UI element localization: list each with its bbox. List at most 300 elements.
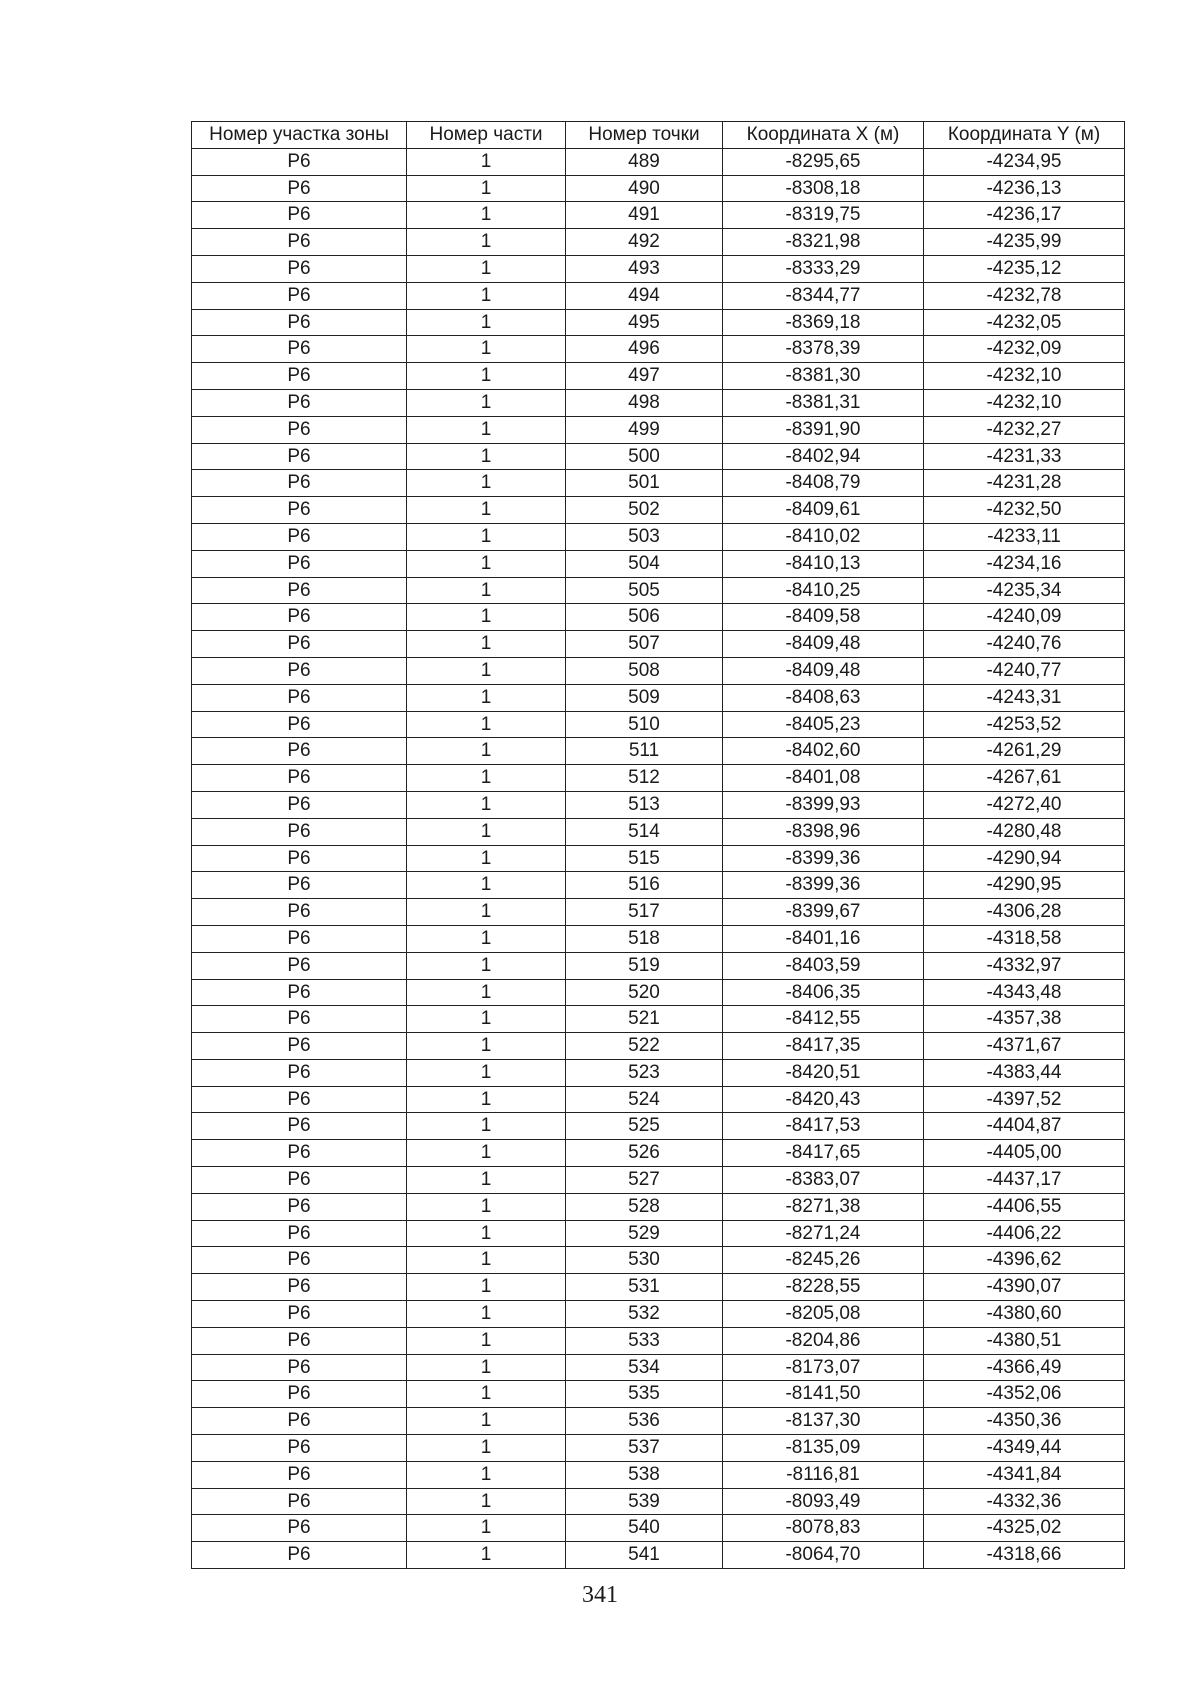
cell-zone-plot-number: Р6 [192, 1167, 407, 1194]
cell-part-number: 1 [407, 1086, 566, 1113]
cell-coordinate-x: -8410,13 [723, 550, 924, 577]
cell-part-number: 1 [407, 1354, 566, 1381]
cell-zone-plot-number: Р6 [192, 1220, 407, 1247]
table-row [192, 148, 1125, 175]
cell-coordinate-y: -4397,52 [924, 1086, 1125, 1113]
cell-zone-plot-number: Р6 [192, 1059, 407, 1086]
cell-coordinate-y: -4318,58 [924, 925, 1125, 952]
cell-point-number: 520 [566, 979, 723, 1006]
cell-zone-plot-number: Р6 [192, 389, 407, 416]
cell-coordinate-x: -8420,43 [723, 1086, 924, 1113]
table-row [192, 1033, 1125, 1060]
cell-zone-plot-number: Р6 [192, 148, 407, 175]
table-row [192, 1086, 1125, 1113]
cell-point-number: 510 [566, 711, 723, 738]
cell-coordinate-x: -8417,35 [723, 1033, 924, 1060]
cell-coordinate-y: -4235,99 [924, 229, 1125, 256]
cell-coordinate-x: -8271,24 [723, 1220, 924, 1247]
cell-coordinate-x: -8399,67 [723, 899, 924, 926]
cell-point-number: 521 [566, 1006, 723, 1033]
cell-point-number: 511 [566, 738, 723, 765]
table-row [192, 631, 1125, 658]
table-row [192, 1488, 1125, 1515]
cell-point-number: 503 [566, 523, 723, 550]
cell-point-number: 495 [566, 309, 723, 336]
cell-coordinate-y: -4332,97 [924, 952, 1125, 979]
table-row [192, 657, 1125, 684]
cell-coordinate-x: -8399,36 [723, 872, 924, 899]
cell-part-number: 1 [407, 148, 566, 175]
cell-coordinate-y: -4280,48 [924, 818, 1125, 845]
cell-zone-plot-number: Р6 [192, 1354, 407, 1381]
cell-coordinate-y: -4404,87 [924, 1113, 1125, 1140]
cell-zone-plot-number: Р6 [192, 1247, 407, 1274]
table-row [192, 1381, 1125, 1408]
cell-coordinate-y: -4371,67 [924, 1033, 1125, 1060]
cell-part-number: 1 [407, 282, 566, 309]
table-row [192, 1274, 1125, 1301]
cell-zone-plot-number: Р6 [192, 1140, 407, 1167]
table-row [192, 1542, 1125, 1569]
header-row [192, 122, 1125, 149]
cell-part-number: 1 [407, 738, 566, 765]
cell-point-number: 534 [566, 1354, 723, 1381]
cell-part-number: 1 [407, 604, 566, 631]
cell-part-number: 1 [407, 1193, 566, 1220]
cell-part-number: 1 [407, 1220, 566, 1247]
cell-coordinate-x: -8383,07 [723, 1167, 924, 1194]
cell-coordinate-y: -4332,36 [924, 1488, 1125, 1515]
cell-coordinate-y: -4234,95 [924, 148, 1125, 175]
cell-coordinate-y: -4437,17 [924, 1167, 1125, 1194]
cell-point-number: 494 [566, 282, 723, 309]
cell-zone-plot-number: Р6 [192, 872, 407, 899]
cell-coordinate-x: -8405,23 [723, 711, 924, 738]
cell-coordinate-x: -8409,48 [723, 657, 924, 684]
table-row [192, 229, 1125, 256]
cell-zone-plot-number: Р6 [192, 657, 407, 684]
cell-coordinate-x: -8271,38 [723, 1193, 924, 1220]
cell-coordinate-y: -4405,00 [924, 1140, 1125, 1167]
cell-part-number: 1 [407, 1167, 566, 1194]
cell-zone-plot-number: Р6 [192, 899, 407, 926]
table-row [192, 872, 1125, 899]
cell-coordinate-x: -8321,98 [723, 229, 924, 256]
cell-point-number: 536 [566, 1408, 723, 1435]
cell-coordinate-y: -4306,28 [924, 899, 1125, 926]
cell-part-number: 1 [407, 175, 566, 202]
cell-zone-plot-number: Р6 [192, 577, 407, 604]
cell-zone-plot-number: Р6 [192, 1193, 407, 1220]
cell-point-number: 489 [566, 148, 723, 175]
cell-coordinate-x: -8406,35 [723, 979, 924, 1006]
cell-part-number: 1 [407, 309, 566, 336]
cell-coordinate-y: -4235,12 [924, 255, 1125, 282]
cell-zone-plot-number: Р6 [192, 1327, 407, 1354]
coordinates-table [191, 121, 1125, 1569]
cell-point-number: 505 [566, 577, 723, 604]
cell-coordinate-x: -8420,51 [723, 1059, 924, 1086]
cell-part-number: 1 [407, 255, 566, 282]
cell-coordinate-y: -4341,84 [924, 1461, 1125, 1488]
cell-coordinate-y: -4253,52 [924, 711, 1125, 738]
cell-point-number: 531 [566, 1274, 723, 1301]
cell-zone-plot-number: Р6 [192, 309, 407, 336]
cell-coordinate-y: -4243,31 [924, 684, 1125, 711]
cell-coordinate-x: -8344,77 [723, 282, 924, 309]
header-zone-plot-number: Номер участка зоны [192, 122, 407, 149]
cell-part-number: 1 [407, 1274, 566, 1301]
cell-coordinate-y: -4233,11 [924, 523, 1125, 550]
cell-coordinate-y: -4232,78 [924, 282, 1125, 309]
cell-coordinate-y: -4267,61 [924, 765, 1125, 792]
cell-coordinate-x: -8402,94 [723, 443, 924, 470]
cell-coordinate-x: -8319,75 [723, 202, 924, 229]
cell-point-number: 518 [566, 925, 723, 952]
cell-coordinate-y: -4290,94 [924, 845, 1125, 872]
cell-coordinate-x: -8408,79 [723, 470, 924, 497]
cell-coordinate-x: -8410,02 [723, 523, 924, 550]
cell-zone-plot-number: Р6 [192, 631, 407, 658]
cell-part-number: 1 [407, 363, 566, 390]
cell-coordinate-x: -8417,65 [723, 1140, 924, 1167]
cell-point-number: 509 [566, 684, 723, 711]
cell-point-number: 513 [566, 791, 723, 818]
cell-part-number: 1 [407, 657, 566, 684]
cell-coordinate-x: -8093,49 [723, 1488, 924, 1515]
cell-point-number: 532 [566, 1301, 723, 1328]
table-row [192, 309, 1125, 336]
cell-coordinate-y: -4380,60 [924, 1301, 1125, 1328]
cell-coordinate-y: -4232,09 [924, 336, 1125, 363]
cell-point-number: 523 [566, 1059, 723, 1086]
cell-coordinate-y: -4232,50 [924, 497, 1125, 524]
cell-point-number: 519 [566, 952, 723, 979]
cell-coordinate-y: -4235,34 [924, 577, 1125, 604]
cell-zone-plot-number: Р6 [192, 1033, 407, 1060]
cell-coordinate-y: -4272,40 [924, 791, 1125, 818]
table-row [192, 1247, 1125, 1274]
cell-coordinate-x: -8205,08 [723, 1301, 924, 1328]
cell-coordinate-x: -8228,55 [723, 1274, 924, 1301]
cell-part-number: 1 [407, 1542, 566, 1569]
cell-part-number: 1 [407, 765, 566, 792]
cell-part-number: 1 [407, 1059, 566, 1086]
cell-zone-plot-number: Р6 [192, 1488, 407, 1515]
cell-coordinate-x: -8064,70 [723, 1542, 924, 1569]
cell-coordinate-x: -8381,30 [723, 363, 924, 390]
cell-point-number: 540 [566, 1515, 723, 1542]
cell-zone-plot-number: Р6 [192, 1515, 407, 1542]
table-row [192, 1461, 1125, 1488]
cell-part-number: 1 [407, 1461, 566, 1488]
cell-part-number: 1 [407, 1033, 566, 1060]
cell-zone-plot-number: Р6 [192, 523, 407, 550]
cell-part-number: 1 [407, 1408, 566, 1435]
cell-coordinate-x: -8204,86 [723, 1327, 924, 1354]
cell-coordinate-x: -8399,36 [723, 845, 924, 872]
table-row [192, 389, 1125, 416]
cell-zone-plot-number: Р6 [192, 175, 407, 202]
cell-coordinate-x: -8078,83 [723, 1515, 924, 1542]
table-row [192, 1059, 1125, 1086]
cell-zone-plot-number: Р6 [192, 229, 407, 256]
cell-part-number: 1 [407, 416, 566, 443]
cell-coordinate-x: -8417,53 [723, 1113, 924, 1140]
cell-part-number: 1 [407, 202, 566, 229]
cell-zone-plot-number: Р6 [192, 416, 407, 443]
cell-coordinate-y: -4383,44 [924, 1059, 1125, 1086]
cell-part-number: 1 [407, 1488, 566, 1515]
cell-coordinate-x: -8137,30 [723, 1408, 924, 1435]
cell-zone-plot-number: Р6 [192, 818, 407, 845]
cell-part-number: 1 [407, 523, 566, 550]
coordinates-table-container [191, 121, 1124, 1569]
table-row [192, 738, 1125, 765]
cell-zone-plot-number: Р6 [192, 1542, 407, 1569]
cell-coordinate-x: -8308,18 [723, 175, 924, 202]
table-row [192, 952, 1125, 979]
cell-coordinate-x: -8398,96 [723, 818, 924, 845]
cell-coordinate-y: -4236,13 [924, 175, 1125, 202]
header-point-number: Номер точки [566, 122, 723, 149]
cell-part-number: 1 [407, 550, 566, 577]
cell-point-number: 497 [566, 363, 723, 390]
cell-part-number: 1 [407, 979, 566, 1006]
cell-part-number: 1 [407, 229, 566, 256]
cell-part-number: 1 [407, 631, 566, 658]
cell-part-number: 1 [407, 845, 566, 872]
cell-point-number: 508 [566, 657, 723, 684]
table-row [192, 1220, 1125, 1247]
cell-zone-plot-number: Р6 [192, 765, 407, 792]
cell-coordinate-x: -8401,16 [723, 925, 924, 952]
cell-zone-plot-number: Р6 [192, 1086, 407, 1113]
cell-part-number: 1 [407, 872, 566, 899]
cell-zone-plot-number: Р6 [192, 363, 407, 390]
cell-coordinate-x: -8381,31 [723, 389, 924, 416]
cell-part-number: 1 [407, 1140, 566, 1167]
cell-coordinate-x: -8245,26 [723, 1247, 924, 1274]
cell-coordinate-y: -4343,48 [924, 979, 1125, 1006]
cell-point-number: 529 [566, 1220, 723, 1247]
cell-point-number: 522 [566, 1033, 723, 1060]
cell-coordinate-x: -8173,07 [723, 1354, 924, 1381]
cell-coordinate-x: -8410,25 [723, 577, 924, 604]
cell-part-number: 1 [407, 1327, 566, 1354]
cell-zone-plot-number: Р6 [192, 845, 407, 872]
cell-part-number: 1 [407, 443, 566, 470]
cell-point-number: 517 [566, 899, 723, 926]
table-row [192, 255, 1125, 282]
table-row [192, 925, 1125, 952]
cell-part-number: 1 [407, 952, 566, 979]
cell-point-number: 500 [566, 443, 723, 470]
cell-zone-plot-number: Р6 [192, 550, 407, 577]
cell-coordinate-x: -8135,09 [723, 1435, 924, 1462]
table-row [192, 523, 1125, 550]
cell-point-number: 507 [566, 631, 723, 658]
header-coordinate-y: Координата Y (м) [924, 122, 1125, 149]
table-row [192, 684, 1125, 711]
table-row [192, 1140, 1125, 1167]
cell-point-number: 492 [566, 229, 723, 256]
table-row [192, 1113, 1125, 1140]
cell-coordinate-x: -8295,65 [723, 148, 924, 175]
table-row [192, 791, 1125, 818]
table-row [192, 1354, 1125, 1381]
cell-coordinate-x: -8369,18 [723, 309, 924, 336]
cell-point-number: 501 [566, 470, 723, 497]
cell-point-number: 541 [566, 1542, 723, 1569]
table-row [192, 336, 1125, 363]
table-row [192, 550, 1125, 577]
cell-coordinate-y: -4366,49 [924, 1354, 1125, 1381]
table-row [192, 1408, 1125, 1435]
cell-coordinate-x: -8402,60 [723, 738, 924, 765]
header-coordinate-x: Координата X (м) [723, 122, 924, 149]
header-part-number: Номер части [407, 122, 566, 149]
cell-point-number: 516 [566, 872, 723, 899]
table-row [192, 1006, 1125, 1033]
cell-part-number: 1 [407, 1435, 566, 1462]
cell-coordinate-x: -8378,39 [723, 336, 924, 363]
cell-point-number: 491 [566, 202, 723, 229]
cell-point-number: 527 [566, 1167, 723, 1194]
cell-zone-plot-number: Р6 [192, 925, 407, 952]
cell-zone-plot-number: Р6 [192, 1113, 407, 1140]
cell-coordinate-y: -4406,55 [924, 1193, 1125, 1220]
cell-zone-plot-number: Р6 [192, 1461, 407, 1488]
cell-point-number: 496 [566, 336, 723, 363]
table-row [192, 1193, 1125, 1220]
cell-zone-plot-number: Р6 [192, 1408, 407, 1435]
cell-coordinate-x: -8141,50 [723, 1381, 924, 1408]
cell-part-number: 1 [407, 577, 566, 604]
cell-coordinate-y: -4396,62 [924, 1247, 1125, 1274]
cell-zone-plot-number: Р6 [192, 443, 407, 470]
cell-point-number: 530 [566, 1247, 723, 1274]
cell-coordinate-y: -4406,22 [924, 1220, 1125, 1247]
cell-point-number: 512 [566, 765, 723, 792]
cell-coordinate-x: -8333,29 [723, 255, 924, 282]
table-row [192, 363, 1125, 390]
cell-part-number: 1 [407, 1113, 566, 1140]
cell-coordinate-y: -4232,05 [924, 309, 1125, 336]
table-row [192, 1435, 1125, 1462]
cell-coordinate-x: -8409,48 [723, 631, 924, 658]
cell-zone-plot-number: Р6 [192, 255, 407, 282]
table-row [192, 202, 1125, 229]
table-row [192, 175, 1125, 202]
cell-coordinate-y: -4357,38 [924, 1006, 1125, 1033]
cell-part-number: 1 [407, 497, 566, 524]
cell-part-number: 1 [407, 818, 566, 845]
table-row [192, 497, 1125, 524]
cell-point-number: 539 [566, 1488, 723, 1515]
cell-coordinate-y: -4380,51 [924, 1327, 1125, 1354]
cell-coordinate-y: -4349,44 [924, 1435, 1125, 1462]
cell-point-number: 538 [566, 1461, 723, 1488]
table-row [192, 577, 1125, 604]
cell-zone-plot-number: Р6 [192, 470, 407, 497]
cell-point-number: 493 [566, 255, 723, 282]
cell-coordinate-x: -8116,81 [723, 1461, 924, 1488]
cell-zone-plot-number: Р6 [192, 497, 407, 524]
cell-part-number: 1 [407, 711, 566, 738]
cell-point-number: 537 [566, 1435, 723, 1462]
cell-point-number: 514 [566, 818, 723, 845]
table-header [192, 122, 1125, 149]
cell-zone-plot-number: Р6 [192, 336, 407, 363]
cell-coordinate-y: -4352,06 [924, 1381, 1125, 1408]
cell-coordinate-y: -4231,33 [924, 443, 1125, 470]
cell-zone-plot-number: Р6 [192, 711, 407, 738]
cell-part-number: 1 [407, 899, 566, 926]
cell-zone-plot-number: Р6 [192, 202, 407, 229]
cell-coordinate-y: -4234,16 [924, 550, 1125, 577]
cell-coordinate-x: -8399,93 [723, 791, 924, 818]
cell-coordinate-y: -4240,09 [924, 604, 1125, 631]
cell-coordinate-y: -4236,17 [924, 202, 1125, 229]
table-row [192, 470, 1125, 497]
cell-point-number: 490 [566, 175, 723, 202]
cell-part-number: 1 [407, 1301, 566, 1328]
cell-coordinate-y: -4231,28 [924, 470, 1125, 497]
table-row [192, 443, 1125, 470]
cell-point-number: 498 [566, 389, 723, 416]
cell-coordinate-x: -8409,61 [723, 497, 924, 524]
cell-coordinate-x: -8403,59 [723, 952, 924, 979]
cell-zone-plot-number: Р6 [192, 1006, 407, 1033]
table-row [192, 604, 1125, 631]
cell-point-number: 528 [566, 1193, 723, 1220]
cell-point-number: 504 [566, 550, 723, 577]
table-row [192, 845, 1125, 872]
cell-point-number: 526 [566, 1140, 723, 1167]
cell-part-number: 1 [407, 336, 566, 363]
cell-coordinate-y: -4232,27 [924, 416, 1125, 443]
cell-coordinate-y: -4232,10 [924, 389, 1125, 416]
page-number: 341 [582, 1582, 618, 1608]
cell-zone-plot-number: Р6 [192, 738, 407, 765]
cell-zone-plot-number: Р6 [192, 952, 407, 979]
cell-part-number: 1 [407, 684, 566, 711]
cell-part-number: 1 [407, 1006, 566, 1033]
cell-zone-plot-number: Р6 [192, 1301, 407, 1328]
cell-coordinate-y: -4240,77 [924, 657, 1125, 684]
cell-coordinate-y: -4390,07 [924, 1274, 1125, 1301]
table-row [192, 765, 1125, 792]
cell-coordinate-x: -8412,55 [723, 1006, 924, 1033]
cell-coordinate-x: -8391,90 [723, 416, 924, 443]
cell-point-number: 525 [566, 1113, 723, 1140]
cell-coordinate-y: -4240,76 [924, 631, 1125, 658]
cell-zone-plot-number: Р6 [192, 604, 407, 631]
cell-coordinate-x: -8408,63 [723, 684, 924, 711]
cell-point-number: 515 [566, 845, 723, 872]
cell-part-number: 1 [407, 1515, 566, 1542]
table-row [192, 1515, 1125, 1542]
cell-zone-plot-number: Р6 [192, 1381, 407, 1408]
cell-part-number: 1 [407, 470, 566, 497]
table-row [192, 899, 1125, 926]
cell-coordinate-y: -4232,10 [924, 363, 1125, 390]
cell-part-number: 1 [407, 791, 566, 818]
cell-zone-plot-number: Р6 [192, 282, 407, 309]
cell-part-number: 1 [407, 1247, 566, 1274]
cell-part-number: 1 [407, 389, 566, 416]
